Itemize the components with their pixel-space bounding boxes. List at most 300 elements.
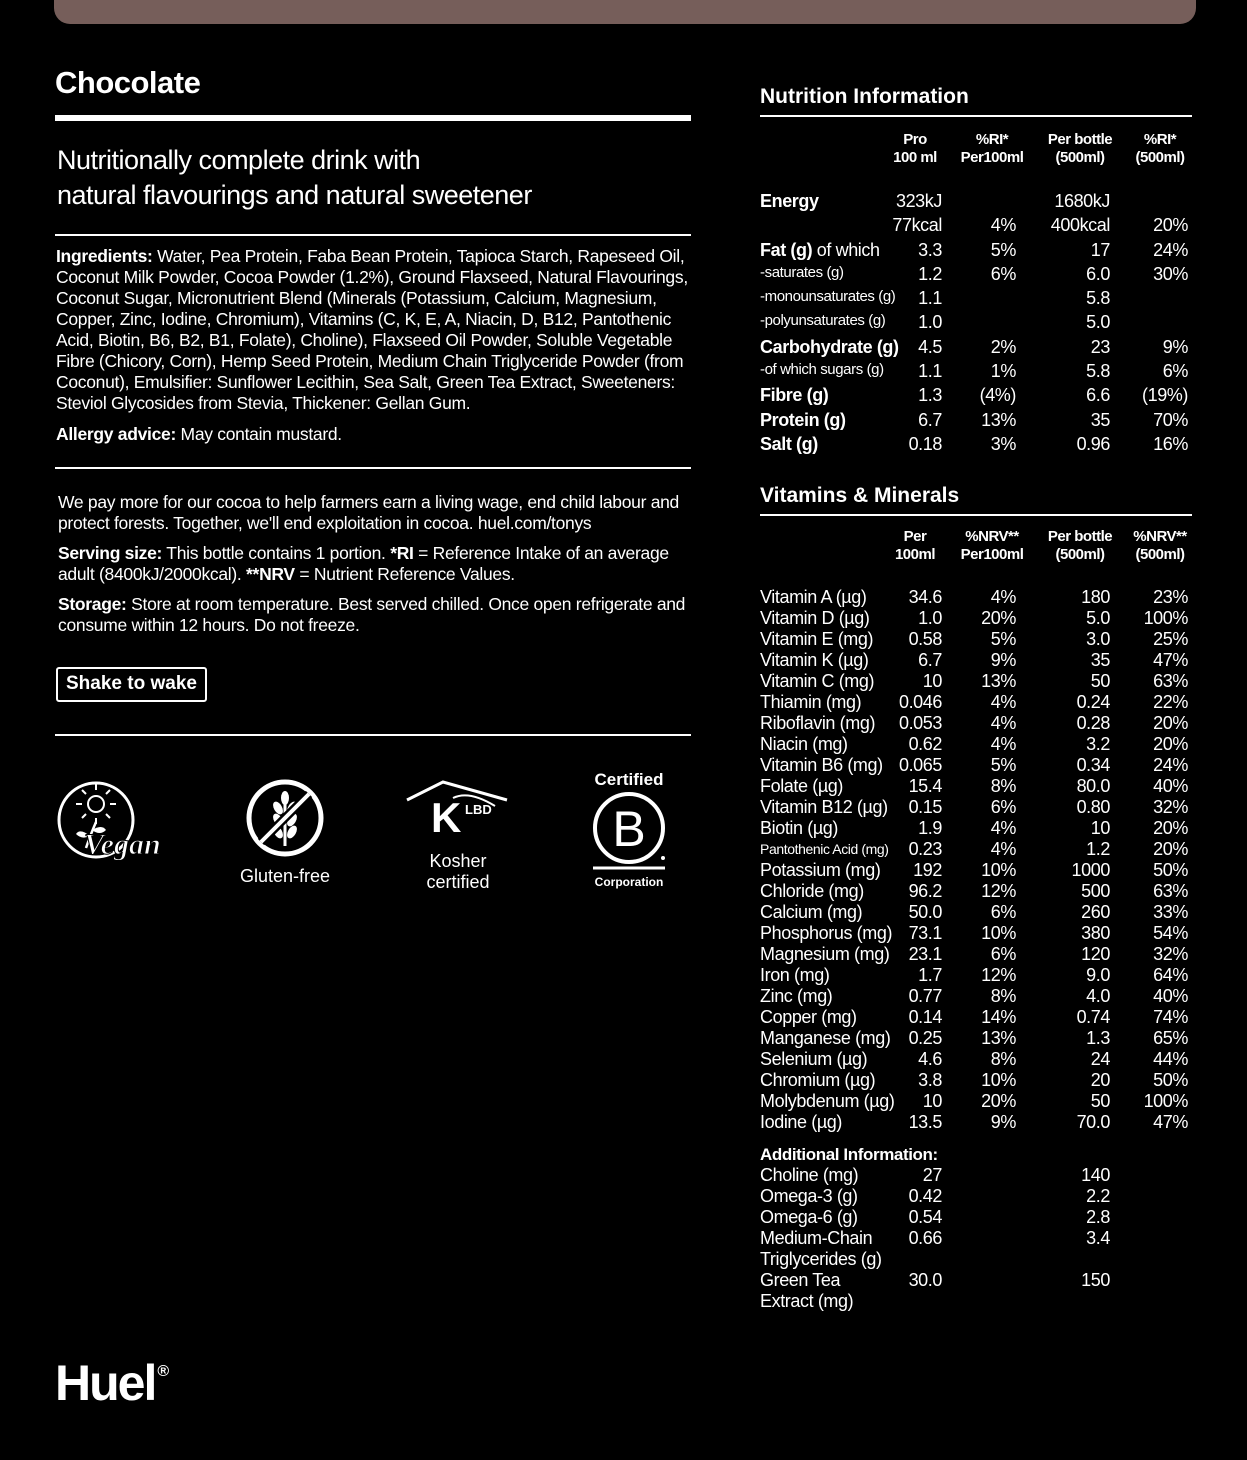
row-value: 35 bbox=[1090, 409, 1110, 430]
row-value: 70% bbox=[1153, 409, 1188, 430]
table-row bbox=[760, 191, 1192, 215]
table-row bbox=[760, 923, 1192, 944]
subtitle-line-1: Nutritionally complete drink with bbox=[57, 145, 421, 175]
serving-label: Serving size: bbox=[58, 543, 163, 563]
row-value: 6.6 bbox=[1086, 385, 1110, 406]
row-label-text: Calcium (mg) bbox=[760, 902, 863, 923]
column-header-line: Per100ml bbox=[960, 149, 1024, 166]
divider bbox=[55, 467, 691, 469]
row-label bbox=[760, 1165, 858, 1186]
row-value: (19%) bbox=[1141, 385, 1188, 406]
row-label bbox=[760, 312, 885, 329]
row-value: 6% bbox=[990, 944, 1016, 965]
row-value: 10% bbox=[981, 860, 1016, 881]
row-value: 5% bbox=[990, 755, 1016, 776]
table-row bbox=[760, 713, 1192, 734]
row-label bbox=[760, 839, 889, 860]
row-label bbox=[760, 650, 868, 671]
row-value: 13% bbox=[981, 671, 1016, 692]
row-label-text: Energy bbox=[760, 191, 819, 211]
column-header-line: (500ml) bbox=[1055, 149, 1105, 166]
additional-info-title: Additional Information: bbox=[760, 1145, 938, 1165]
table-row bbox=[760, 264, 1192, 288]
row-value: 20% bbox=[1153, 713, 1188, 734]
row-value: 1.2 bbox=[918, 263, 942, 284]
row-value: 192 bbox=[913, 860, 942, 881]
row-label bbox=[760, 1049, 867, 1070]
table-row bbox=[760, 1165, 1192, 1186]
row-value: 20% bbox=[1153, 839, 1188, 860]
row-value: 23 bbox=[1090, 336, 1110, 357]
row-value: 65% bbox=[1153, 1028, 1188, 1049]
row-label bbox=[760, 692, 861, 713]
row-value: 0.065 bbox=[898, 755, 942, 776]
row-value: 10% bbox=[981, 1070, 1016, 1091]
bcorp-logo-letter: B bbox=[612, 801, 646, 857]
nrv-text: = Nutrient Reference Values. bbox=[294, 564, 515, 584]
row-value: 80.0 bbox=[1076, 776, 1110, 797]
row-label-text: Extract (mg) bbox=[760, 1291, 854, 1312]
row-label-text: Zinc (mg) bbox=[760, 986, 833, 1007]
row-label-text: Vitamin E (mg) bbox=[760, 629, 874, 650]
table-row bbox=[760, 860, 1192, 881]
row-value: 23.1 bbox=[908, 944, 942, 965]
row-value: 180 bbox=[1081, 587, 1110, 608]
column-header-line: %RI* bbox=[975, 131, 1009, 148]
row-value: 9.0 bbox=[1086, 965, 1110, 986]
row-label bbox=[760, 608, 869, 629]
table-row bbox=[760, 881, 1192, 902]
row-value: 1.7 bbox=[918, 965, 942, 986]
row-value: 10% bbox=[981, 923, 1016, 944]
row-label-text: Choline (mg) bbox=[760, 1165, 859, 1186]
row-value: 323kJ bbox=[895, 191, 942, 211]
row-label-text: Iron (mg) bbox=[760, 965, 830, 986]
row-value: 12% bbox=[981, 965, 1016, 986]
row-value: 20% bbox=[1153, 818, 1188, 839]
row-value: 54% bbox=[1153, 923, 1188, 944]
table-row bbox=[760, 839, 1192, 860]
row-label-text: Potassium (mg) bbox=[760, 860, 881, 881]
row-value: 100% bbox=[1143, 608, 1188, 629]
table-row bbox=[760, 629, 1192, 650]
row-value: 1.0 bbox=[918, 608, 942, 629]
row-value: 4% bbox=[990, 713, 1016, 734]
table-row bbox=[760, 692, 1192, 713]
row-value: 10 bbox=[1090, 818, 1110, 839]
storage-block bbox=[58, 594, 691, 636]
row-value: 1.3 bbox=[918, 385, 942, 406]
row-value: 4.5 bbox=[918, 336, 942, 357]
row-value: 32% bbox=[1153, 797, 1188, 818]
row-label-text: Folate (µg) bbox=[760, 776, 843, 797]
row-value: 3.4 bbox=[1086, 1228, 1110, 1249]
row-value: 24% bbox=[1153, 239, 1188, 260]
table-row bbox=[760, 1070, 1192, 1091]
row-value: 9% bbox=[1162, 336, 1188, 357]
product-title: Chocolate bbox=[55, 65, 201, 100]
row-value: 0.42 bbox=[908, 1186, 942, 1207]
row-label bbox=[760, 944, 889, 965]
row-value: 6% bbox=[990, 797, 1016, 818]
table-row bbox=[760, 776, 1192, 797]
column-header bbox=[1115, 131, 1205, 167]
ingredients-label: Ingredients: bbox=[56, 246, 153, 266]
certification-badges bbox=[55, 736, 691, 892]
row-value: 63% bbox=[1153, 671, 1188, 692]
table-row bbox=[760, 240, 1192, 264]
table-row bbox=[760, 215, 1192, 239]
row-label-text: Pantothenic Acid (mg) bbox=[760, 841, 889, 858]
serving-text: This bottle contains 1 portion. bbox=[162, 543, 391, 563]
vitamins-table bbox=[760, 587, 1192, 1133]
row-label bbox=[760, 264, 844, 281]
row-value: 2.8 bbox=[1086, 1207, 1110, 1228]
row-value: 20% bbox=[1153, 734, 1188, 755]
row-value: 0.58 bbox=[908, 629, 942, 650]
allergy-text: May contain mustard. bbox=[176, 424, 342, 444]
table-row bbox=[760, 434, 1192, 458]
row-label bbox=[760, 1007, 857, 1028]
kosher-label-1: Kosher bbox=[429, 851, 487, 871]
column-header-line: (500ml) bbox=[1055, 546, 1105, 564]
row-label bbox=[760, 860, 880, 881]
row-value: 0.34 bbox=[1076, 755, 1110, 776]
column-header-line: Pro bbox=[903, 131, 927, 148]
table-row bbox=[760, 797, 1192, 818]
vitamins-title: Vitamins & Minerals bbox=[760, 484, 960, 508]
row-value: 20 bbox=[1090, 1070, 1110, 1091]
left-column bbox=[55, 60, 691, 892]
table-row bbox=[760, 1186, 1192, 1207]
row-value: 23% bbox=[1153, 587, 1188, 608]
table-row bbox=[760, 361, 1192, 385]
row-label bbox=[760, 361, 884, 378]
vegan-badge bbox=[55, 778, 175, 875]
row-value: 2.2 bbox=[1086, 1186, 1110, 1207]
row-value: 1% bbox=[990, 361, 1016, 382]
right-column bbox=[760, 80, 1192, 1312]
table-row bbox=[760, 1049, 1192, 1070]
registered-mark: ® bbox=[157, 1363, 170, 1380]
row-label bbox=[760, 587, 867, 608]
column-header bbox=[1035, 131, 1125, 167]
gluten-free-icon bbox=[245, 778, 325, 858]
row-value: 8% bbox=[990, 1049, 1016, 1070]
row-label bbox=[760, 240, 880, 261]
title-divider bbox=[55, 115, 691, 121]
bcorp-icon bbox=[589, 790, 669, 872]
row-label bbox=[760, 1091, 894, 1112]
column-header-line: (500ml) bbox=[1135, 149, 1185, 166]
row-value: 4.0 bbox=[1086, 986, 1110, 1007]
row-value: 13% bbox=[981, 409, 1016, 430]
top-color-bar bbox=[54, 0, 1196, 24]
row-label bbox=[760, 902, 862, 923]
row-label-text: Copper (mg) bbox=[760, 1007, 857, 1028]
row-label bbox=[760, 1228, 882, 1270]
row-label-text: Triglycerides (g) bbox=[760, 1249, 882, 1270]
storage-label: Storage: bbox=[58, 594, 127, 614]
row-label bbox=[760, 755, 883, 776]
row-label bbox=[760, 1112, 842, 1133]
row-value: 14% bbox=[981, 1007, 1016, 1028]
kosher-logo-text: LBD bbox=[465, 802, 492, 817]
vegan-icon bbox=[56, 778, 174, 870]
row-value: 63% bbox=[1153, 881, 1188, 902]
row-value: 20% bbox=[981, 1091, 1016, 1112]
table-row bbox=[760, 608, 1192, 629]
row-value: 500 bbox=[1081, 881, 1110, 902]
table-row bbox=[760, 671, 1192, 692]
row-value: 13% bbox=[981, 1028, 1016, 1049]
row-label-text: -polyunsaturates (g) bbox=[760, 312, 886, 330]
row-value: 0.046 bbox=[898, 692, 942, 713]
row-value: 24 bbox=[1090, 1049, 1110, 1070]
brand-name: Huel bbox=[55, 1355, 156, 1411]
row-value: 22% bbox=[1153, 692, 1188, 713]
nutrition-table bbox=[760, 191, 1192, 458]
row-value: 5% bbox=[990, 239, 1016, 260]
table-row bbox=[760, 1270, 1192, 1312]
row-value: 4% bbox=[990, 734, 1016, 755]
column-header bbox=[1115, 528, 1205, 564]
gluten-free-badge bbox=[239, 778, 331, 887]
serving-block bbox=[58, 543, 691, 585]
column-header-line: %NRV** bbox=[1133, 528, 1187, 546]
row-value: 8% bbox=[990, 776, 1016, 797]
row-value: 5% bbox=[990, 629, 1016, 650]
table-row bbox=[760, 734, 1192, 755]
row-label-text: Vitamin D (µg) bbox=[760, 608, 870, 629]
table-row bbox=[760, 650, 1192, 671]
row-label bbox=[760, 923, 892, 944]
column-header-line: 100ml bbox=[894, 546, 936, 564]
row-value: (4%) bbox=[979, 385, 1016, 406]
row-label bbox=[760, 1028, 890, 1049]
row-value: 44% bbox=[1153, 1049, 1188, 1070]
row-label-text: -of which sugars (g) bbox=[760, 361, 884, 379]
row-value: 5.8 bbox=[1086, 361, 1110, 382]
row-value: 34.6 bbox=[908, 587, 942, 608]
column-header-line: Per bottle bbox=[1047, 131, 1113, 148]
row-label bbox=[760, 1070, 875, 1091]
row-value: 40% bbox=[1153, 776, 1188, 797]
row-label bbox=[760, 1186, 858, 1207]
row-value: 0.23 bbox=[908, 839, 942, 860]
row-value: 0.18 bbox=[908, 433, 942, 454]
row-label-text: Omega-6 (g) bbox=[760, 1207, 858, 1228]
row-value: 70.0 bbox=[1076, 1112, 1110, 1133]
row-label-text: Phosphorus (mg) bbox=[760, 923, 893, 944]
row-label-text: Manganese (mg) bbox=[760, 1028, 891, 1049]
row-label bbox=[760, 191, 819, 212]
row-value: 0.28 bbox=[1076, 713, 1110, 734]
row-value: 6.7 bbox=[918, 409, 942, 430]
kosher-icon bbox=[403, 778, 513, 846]
row-label bbox=[760, 385, 828, 406]
kosher-badge bbox=[403, 778, 513, 893]
row-label bbox=[760, 986, 832, 1007]
svg-text:K: K bbox=[431, 794, 462, 841]
row-value: 6.7 bbox=[918, 650, 942, 671]
column-header-line: (500ml) bbox=[1135, 546, 1185, 564]
row-value: 0.053 bbox=[898, 713, 942, 734]
row-label-text: Omega-3 (g) bbox=[760, 1186, 858, 1207]
row-value: 0.80 bbox=[1076, 797, 1110, 818]
row-value: 27 bbox=[922, 1165, 942, 1186]
column-header bbox=[1035, 528, 1125, 564]
row-label bbox=[760, 410, 846, 431]
row-value: 5.0 bbox=[1086, 312, 1110, 333]
row-label-text: Chromium (µg) bbox=[760, 1070, 876, 1091]
column-header-line: Per bbox=[903, 528, 927, 546]
row-value: 3.3 bbox=[918, 239, 942, 260]
nutrition-table-header bbox=[760, 131, 1192, 191]
row-value: 0.14 bbox=[908, 1007, 942, 1028]
row-value: 30% bbox=[1153, 263, 1188, 284]
row-value: 32% bbox=[1153, 944, 1188, 965]
row-label bbox=[760, 797, 888, 818]
table-row bbox=[760, 1112, 1192, 1133]
row-value: 5.8 bbox=[1086, 288, 1110, 309]
table-row bbox=[760, 587, 1192, 608]
nrv-label: **NRV bbox=[246, 564, 295, 584]
row-value: 400kcal bbox=[1050, 215, 1110, 236]
column-header bbox=[947, 131, 1037, 167]
row-value: 1.1 bbox=[918, 361, 942, 382]
vitamins-table-header bbox=[760, 528, 1192, 587]
row-value: 1.9 bbox=[918, 818, 942, 839]
row-value: 10 bbox=[922, 1091, 942, 1112]
row-value: 74% bbox=[1153, 1007, 1188, 1028]
row-label bbox=[760, 1207, 858, 1228]
allergy-block bbox=[56, 424, 691, 445]
row-label-text: Molybdenum (µg) bbox=[760, 1091, 895, 1112]
row-value: 140 bbox=[1081, 1165, 1110, 1186]
row-label bbox=[760, 671, 874, 692]
row-value: 50.0 bbox=[908, 902, 942, 923]
row-value: 3.0 bbox=[1086, 629, 1110, 650]
table-row bbox=[760, 965, 1192, 986]
row-label-text: Carbohydrate (g) bbox=[760, 336, 899, 357]
row-label-suffix: of which bbox=[812, 239, 880, 260]
row-value: 380 bbox=[1081, 923, 1110, 944]
column-header-line: %RI* bbox=[1143, 131, 1177, 148]
table-row bbox=[760, 1228, 1192, 1270]
row-value: 13.5 bbox=[908, 1112, 942, 1133]
row-value: 64% bbox=[1153, 965, 1188, 986]
cocoa-statement: We pay more for our cocoa to help farmers earn a living wage, end child labour and protect forests. Together, we'll end exploitation in cocoa. huel.com/tonys bbox=[58, 492, 679, 533]
row-label-text: Biotin (µg) bbox=[760, 818, 838, 839]
table-row bbox=[760, 410, 1192, 434]
row-value: 4% bbox=[990, 587, 1016, 608]
row-label-text: Selenium (µg) bbox=[760, 1049, 868, 1070]
row-value: 0.15 bbox=[908, 797, 942, 818]
table-row bbox=[760, 312, 1192, 336]
row-value: 260 bbox=[1081, 902, 1110, 923]
row-value: 1.0 bbox=[918, 312, 942, 333]
row-value: 35 bbox=[1090, 650, 1110, 671]
row-label-text: Vitamin K (µg) bbox=[760, 650, 869, 671]
row-label-text: Vitamin C (mg) bbox=[760, 671, 875, 692]
row-value: 0.74 bbox=[1076, 1007, 1110, 1028]
vitamins-divider bbox=[760, 514, 1192, 516]
row-value: 9% bbox=[990, 650, 1016, 671]
row-value: 8% bbox=[990, 986, 1016, 1007]
column-header-line: 100 ml bbox=[893, 149, 937, 166]
row-value: 4% bbox=[990, 818, 1016, 839]
row-value: 3% bbox=[990, 433, 1016, 454]
ri-text: = Reference Intake of an average adult (8400kJ/2000kcal). bbox=[58, 543, 669, 584]
table-row bbox=[760, 986, 1192, 1007]
row-label-text: Thiamin (mg) bbox=[760, 692, 862, 713]
row-label-text: -saturates (g) bbox=[760, 263, 844, 281]
row-value: 0.54 bbox=[908, 1207, 942, 1228]
row-label-text: Medium-Chain bbox=[760, 1228, 873, 1249]
row-value: 1.2 bbox=[1086, 839, 1110, 860]
row-value: 0.66 bbox=[908, 1228, 942, 1249]
row-label-text: Vitamin A (µg) bbox=[760, 587, 867, 608]
row-label-text: Magnesium (mg) bbox=[760, 944, 890, 965]
table-row bbox=[760, 337, 1192, 361]
row-value: 77kcal bbox=[892, 215, 942, 236]
storage-text: Store at room temperature. Best served chilled. Once open refrigerate and consume within 12 hours. Do not freeze. bbox=[58, 594, 686, 635]
row-value: 50% bbox=[1153, 1070, 1188, 1091]
row-value: 47% bbox=[1153, 650, 1188, 671]
column-header-line: Per100ml bbox=[960, 546, 1024, 564]
gluten-free-label: Gluten-free bbox=[239, 866, 331, 886]
row-label bbox=[760, 1270, 853, 1312]
divider bbox=[55, 234, 691, 236]
row-value: 0.25 bbox=[908, 1028, 942, 1049]
row-value: 3.2 bbox=[1086, 734, 1110, 755]
table-row bbox=[760, 1091, 1192, 1112]
brand-logo bbox=[55, 1354, 169, 1412]
row-value: 1.3 bbox=[1086, 1028, 1110, 1049]
table-row bbox=[760, 385, 1192, 409]
row-value: 96.2 bbox=[908, 881, 942, 902]
subtitle-line-2: natural flavourings and natural sweetener bbox=[57, 180, 532, 210]
vegan-logo-text: Vegan bbox=[84, 828, 161, 861]
ingredients-text: Water, Pea Protein, Faba Bean Protein, Tapioca Starch, Rapeseed Oil, Coconut Milk Powder, Cocoa Powder (1.2%), Ground Flaxseed, Natural Flavourings, Coconut Sugar, Micronutrient Blend (Minerals (Potassium, Calcium, Magnesium, Copper, Zinc, Iodine, Chromium), Vitamins (C, K, E, A, Niacin, D, B12, Pantothenic Acid, Biotin, B6, B2, B1, Folate), Choline), Flaxseed Oil Powder, Soluble Vegetable Fibre (Chicory, Corn), Hemp Seed Protein, Medium Chain Triglyceride Powder (from Coconut), Emulsifier: Sunflower Lecithin, Sea Salt, Green Tea Extract, Sweeteners: Steviol Glycosides from Stevia, Thickener: Gellan Gum. bbox=[56, 246, 688, 413]
row-value: 50% bbox=[1153, 860, 1188, 881]
kosher-label-2: certified bbox=[426, 872, 490, 892]
row-value: 6% bbox=[990, 263, 1016, 284]
row-label-text: Iodine (µg) bbox=[760, 1112, 843, 1133]
row-value: 4.6 bbox=[918, 1049, 942, 1070]
row-value: 10 bbox=[922, 671, 942, 692]
ingredients-block bbox=[56, 246, 691, 414]
row-value: 50 bbox=[1090, 1091, 1110, 1112]
row-value: 15.4 bbox=[908, 776, 942, 797]
row-value: 0.96 bbox=[1076, 433, 1110, 454]
row-value: 6% bbox=[990, 902, 1016, 923]
row-value: 20% bbox=[1153, 215, 1188, 236]
row-label-text: Fibre (g) bbox=[760, 385, 829, 406]
row-value: 6.0 bbox=[1086, 263, 1110, 284]
row-value: 3.8 bbox=[918, 1070, 942, 1091]
row-value: 6% bbox=[1162, 361, 1188, 382]
row-label-text: Riboflavin (mg) bbox=[760, 713, 876, 734]
row-value: 4% bbox=[990, 692, 1016, 713]
table-row bbox=[760, 902, 1192, 923]
row-value: 4% bbox=[990, 839, 1016, 860]
row-value: 5.0 bbox=[1086, 608, 1110, 629]
row-label-text: Green Tea bbox=[760, 1270, 841, 1291]
row-label bbox=[760, 734, 848, 755]
column-header-line: %NRV** bbox=[965, 528, 1019, 546]
